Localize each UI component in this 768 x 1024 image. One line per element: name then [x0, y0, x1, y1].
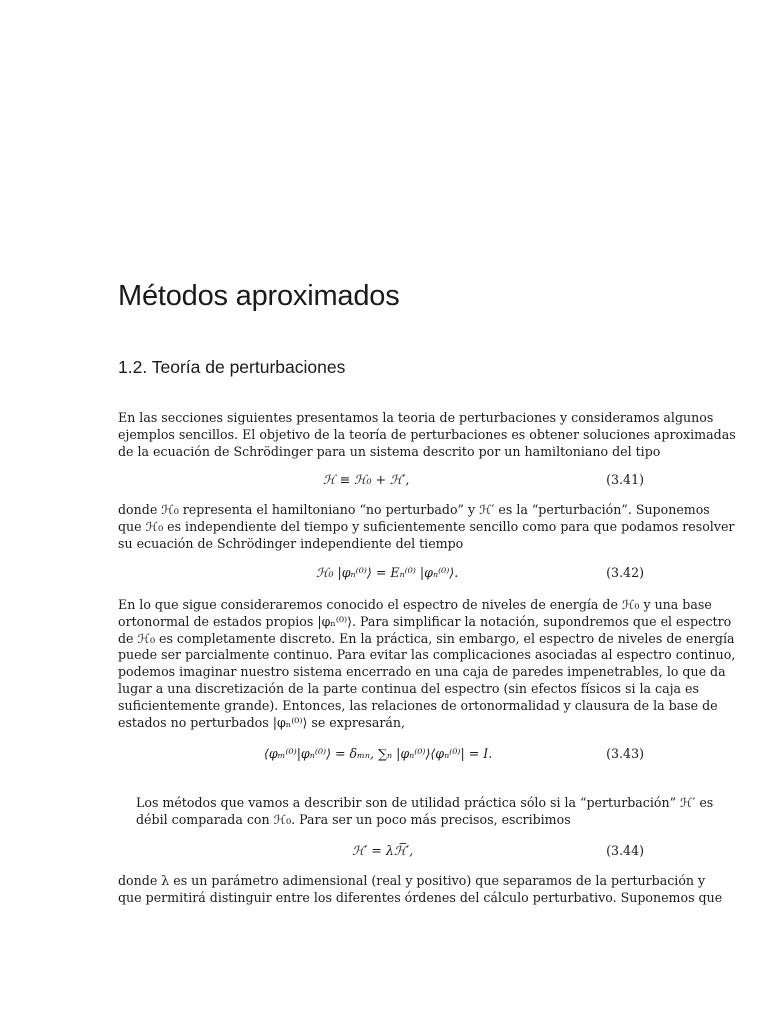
paragraph-spectrum [118, 597, 736, 731]
equation-formula: ℋ ≡ ℋ₀ + ℋ′, [323, 472, 410, 487]
text-line: débil comparada con ℋ₀. Para ser un poco más precisos, escribimos [136, 811, 571, 827]
paragraph-intro [118, 410, 736, 460]
equation-number: (3.43) [606, 746, 644, 761]
equation-3-44 [118, 843, 644, 863]
text-line: suficientemente grande). Entonces, las relaciones de ortonormalidad y clausura de la base de [118, 697, 718, 713]
text-line: estados no perturbados |φₙ⁽⁰⁾⟩ se expresarán, [118, 714, 405, 730]
text-line: puede ser parcialmente continuo. Para evitar las complicaciones asociadas al espectro continuo, [118, 647, 736, 663]
equation-3-42 [118, 565, 644, 585]
text-line: que permitirá distinguir entre los diferentes órdenes del cálculo perturbativo. Suponemos que [118, 889, 723, 905]
text-line: En lo que sigue consideraremos conocido el espectro de niveles de energía de ℋ₀ y una base [118, 597, 712, 612]
text-line: En las secciones siguientes presentamos la teoria de perturbaciones y consideramos algunos [118, 410, 714, 425]
text-line: donde λ es un parámetro adimensional (real y positivo) que separamos de la perturbación y [118, 873, 706, 888]
equation-formula: ℋ₀ |φₙ⁽⁰⁾⟩ = Eₙ⁽⁰⁾ |φₙ⁽⁰⁾⟩. [316, 565, 459, 580]
text-line: donde ℋ₀ representa el hamiltoniano “no perturbado” y ℋ′ es la “perturbación”. Suponemos [118, 502, 710, 517]
equation-number: (3.44) [606, 843, 644, 858]
equation-formula: ℋ′ = λℋ̅′, [352, 843, 414, 858]
text-line: su ecuación de Schrödinger independiente del tiempo [118, 535, 464, 551]
equation-3-41 [118, 472, 644, 492]
equation-3-43 [118, 746, 644, 766]
text-line: podemos imaginar nuestro sistema encerrado en una caja de paredes impenetrables, lo que da [118, 664, 726, 680]
chapter-title: Métodos aproximados [118, 280, 400, 312]
paragraph-lambda [118, 873, 723, 907]
equation-number: (3.42) [606, 565, 644, 580]
text-line: que ℋ₀ es independiente del tiempo y suficientemente sencillo como para que podamos resolver [118, 518, 735, 534]
equation-formula: ⟨φₘ⁽⁰⁾|φₙ⁽⁰⁾⟩ = δₘₙ, ∑ₙ |φₙ⁽⁰⁾⟩⟨φₙ⁽⁰⁾| = I. [264, 746, 493, 761]
text-line: Los métodos que vamos a describir son de utilidad práctica sólo si la “perturbación” ℋ′ es [136, 795, 714, 810]
text-line: ortonormal de estados propios |φₙ⁽⁰⁾⟩. Para simplificar la notación, supondremos que el espectro [118, 613, 732, 629]
text-line: de la ecuación de Schrödinger para un sistema descrito por un hamiltoniano del tipo [118, 443, 661, 459]
text-line: ejemplos sencillos. El objetivo de la teoría de perturbaciones es obtener soluciones aproximadas [118, 426, 736, 442]
text-line: lugar a una discretización de la parte continua del espectro (sin efectos físicos si la caja es [118, 680, 699, 696]
paragraph-unperturbed [118, 502, 735, 552]
text-line: de ℋ₀ es completamente discreto. En la práctica, sin embargo, el espectro de niveles de energía [118, 630, 735, 646]
section-title: 1.2. Teoría de perturbaciones [118, 357, 346, 377]
paragraph-methods [118, 795, 714, 829]
equation-number: (3.41) [606, 472, 644, 487]
